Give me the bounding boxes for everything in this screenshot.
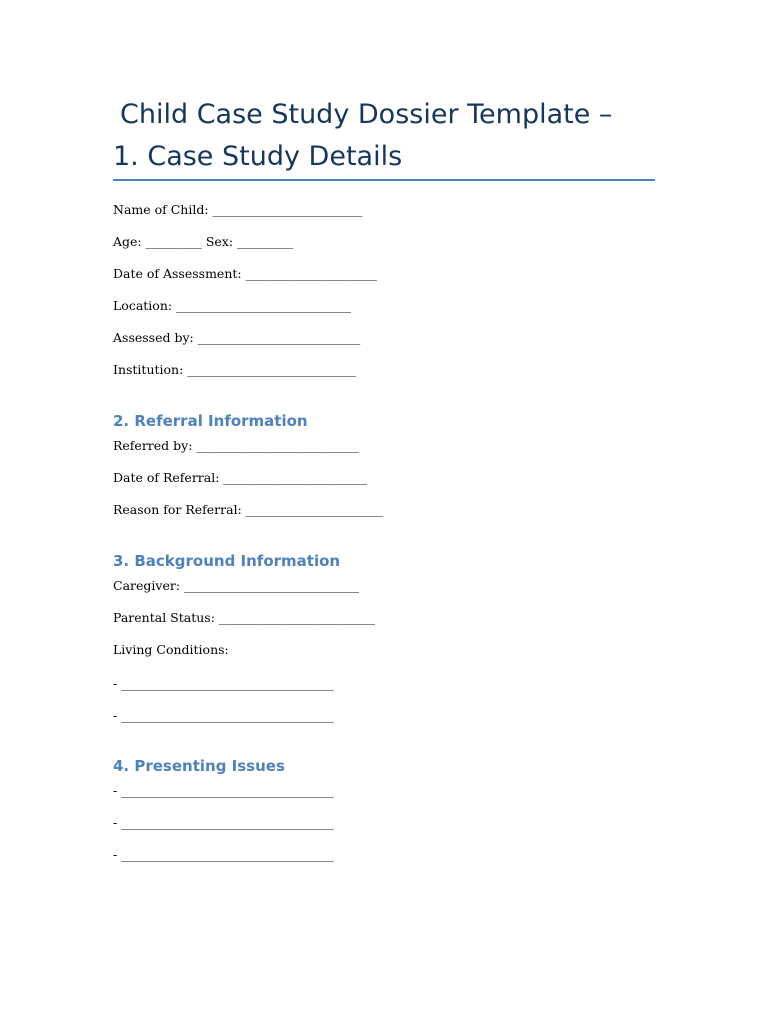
- field-institution: Institution: ___________________________: [113, 362, 357, 377]
- field-parental-status: Parental Status: _________________________: [113, 610, 376, 625]
- section-heading-referral: 2. Referral Information: [113, 412, 308, 430]
- title-line-2: 1. Case Study Details: [113, 141, 403, 172]
- living-conditions-blank: - __________________________________: [113, 708, 334, 723]
- title-underline: [113, 179, 655, 181]
- section-heading-presenting-issues: 4. Presenting Issues: [113, 757, 285, 775]
- title-line-1: Child Case Study Dossier Template –: [120, 99, 613, 130]
- section-heading-background: 3. Background Information: [113, 552, 341, 570]
- field-age-sex: Age: _________ Sex: _________: [113, 234, 294, 249]
- field-reason-for-referral: Reason for Referral: ______________________: [113, 502, 384, 517]
- presenting-issue-blank: - __________________________________: [113, 783, 334, 798]
- presenting-issue-blank: - __________________________________: [113, 815, 334, 830]
- field-assessed-by: Assessed by: __________________________: [113, 330, 361, 345]
- presenting-issue-blank: - __________________________________: [113, 847, 334, 862]
- field-date-of-referral: Date of Referral: _______________________: [113, 470, 368, 485]
- field-date-of-assessment: Date of Assessment: _____________________: [113, 266, 377, 281]
- field-location: Location: ____________________________: [113, 298, 352, 313]
- field-living-conditions: Living Conditions:: [113, 642, 229, 657]
- living-conditions-blank: - __________________________________: [113, 676, 334, 691]
- field-name-of-child: Name of Child: ________________________: [113, 202, 363, 217]
- field-caregiver: Caregiver: ____________________________: [113, 578, 360, 593]
- field-referred-by: Referred by: __________________________: [113, 438, 359, 453]
- document-title: [113, 94, 673, 178]
